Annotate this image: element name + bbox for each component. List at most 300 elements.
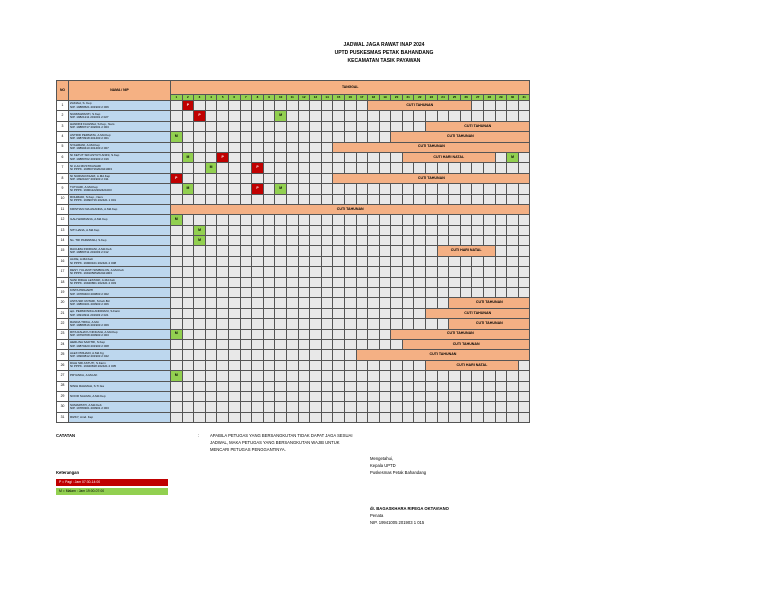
shift-empty (252, 277, 264, 287)
shift-empty (507, 194, 519, 204)
shift-empty (426, 319, 438, 329)
schedule-row (57, 381, 530, 391)
shift-empty (484, 184, 496, 194)
shift-empty (414, 121, 426, 131)
shift-empty (356, 391, 368, 401)
row-number: 24 (57, 339, 69, 349)
shift-empty (171, 256, 183, 266)
shift-empty (217, 142, 229, 152)
staff-nip: NIP. 19880702 201903 2 016 (70, 156, 109, 161)
shift-empty (205, 288, 217, 298)
staff-nip: NI PPPK. 19900101 202421 2 008 (70, 260, 117, 265)
shift-empty (437, 402, 449, 412)
staff-cell (69, 329, 171, 339)
shift-empty (518, 402, 530, 412)
shift-empty (228, 381, 240, 391)
shift-empty (484, 215, 496, 225)
shift-empty (518, 184, 530, 194)
shift-empty (344, 288, 356, 298)
shift-empty (391, 111, 403, 121)
shift-empty (228, 101, 240, 111)
day-header: 8 (252, 95, 264, 101)
shift-empty (252, 101, 264, 111)
shift-empty (472, 194, 484, 204)
shift-empty (182, 298, 194, 308)
schedule-row (57, 225, 530, 235)
shift-empty (321, 288, 333, 298)
shift-empty (333, 236, 345, 246)
shift-empty (171, 163, 183, 173)
shift-empty (263, 246, 275, 256)
leave-block: CUTI TAHUNAN (333, 142, 530, 152)
shift-empty (495, 256, 507, 266)
shift-empty (426, 111, 438, 121)
shift-empty (414, 308, 426, 318)
shift-empty (286, 225, 298, 235)
shift-empty (321, 371, 333, 381)
shift-empty (414, 319, 426, 329)
shift-empty (449, 402, 461, 412)
shift-empty (205, 339, 217, 349)
schedule-row (57, 277, 530, 287)
staff-name: ALFIE, A.Md.Keb (70, 257, 94, 262)
shift-empty (194, 402, 206, 412)
shift-empty (194, 194, 206, 204)
shift-empty (286, 132, 298, 142)
shift-malam: M (182, 152, 194, 162)
shift-empty (484, 225, 496, 235)
shift-malam: M (171, 132, 183, 142)
shift-empty (321, 236, 333, 246)
staff-name: KINTA PRIHARTI (70, 288, 94, 293)
shift-empty (310, 132, 322, 142)
leave-block: CUTI TAHUNAN (426, 121, 530, 131)
shift-empty (194, 319, 206, 329)
day-header: 10 (275, 95, 287, 101)
shift-empty (298, 194, 310, 204)
day-header: 1 (171, 95, 183, 101)
shift-empty (321, 111, 333, 121)
day-header: 3 (194, 95, 206, 101)
shift-empty (495, 236, 507, 246)
shift-empty (518, 101, 530, 111)
day-header: 17 (356, 95, 368, 101)
staff-nip: NI PPPK. 19910505202421003 (70, 270, 112, 275)
staff-cell (69, 381, 171, 391)
shift-malam: M (205, 163, 217, 173)
shift-empty (171, 288, 183, 298)
shift-empty (426, 288, 438, 298)
shift-empty (263, 132, 275, 142)
shift-empty (194, 121, 206, 131)
shift-empty (484, 101, 496, 111)
row-number: 27 (57, 371, 69, 381)
shift-empty (194, 101, 206, 111)
shift-empty (333, 329, 345, 339)
day-header: 23 (426, 95, 438, 101)
shift-empty (507, 412, 519, 422)
shift-empty (426, 163, 438, 173)
staff-nip: NIP. 19880711 201003 2 012 (70, 250, 109, 255)
shift-empty (228, 246, 240, 256)
staff-name: SITI HANA, A.Md.Kep (70, 227, 100, 232)
shift-empty (321, 402, 333, 412)
notes-label: CATATAN (56, 433, 75, 438)
staff-name: SANI RIDAH LESTARI, A.Md.Keb (70, 278, 115, 283)
staff-cell (69, 360, 171, 370)
shift-empty (518, 267, 530, 277)
shift-empty (402, 121, 414, 131)
shift-empty (333, 308, 345, 318)
shift-empty (368, 225, 380, 235)
shift-empty (402, 391, 414, 401)
shift-empty (182, 412, 194, 422)
shift-empty (194, 215, 206, 225)
shift-empty (252, 256, 264, 266)
leave-block: CUTI TAHUNAN (171, 204, 530, 214)
staff-nip: NIP. 19880521 201903 2 006 (70, 104, 109, 109)
leave-block: CUTI TAHUNAN (333, 173, 530, 183)
shift-empty (228, 319, 240, 329)
shift-empty (368, 412, 380, 422)
shift-empty (194, 288, 206, 298)
shift-empty (518, 194, 530, 204)
shift-empty (356, 121, 368, 131)
shift-empty (426, 225, 438, 235)
shift-empty (391, 121, 403, 131)
shift-empty (194, 360, 206, 370)
shift-empty (460, 412, 472, 422)
shift-empty (449, 371, 461, 381)
shift-empty (368, 121, 380, 131)
shift-empty (240, 194, 252, 204)
shift-empty (205, 267, 217, 277)
shift-empty (333, 215, 345, 225)
staff-nip: NIP. 19860101 200903 2 006 (70, 302, 109, 307)
shift-empty (368, 329, 380, 339)
shift-empty (495, 101, 507, 111)
shift-empty (414, 277, 426, 287)
shift-empty (356, 339, 368, 349)
shift-empty (263, 402, 275, 412)
shift-empty (217, 246, 229, 256)
shift-empty (495, 277, 507, 287)
shift-empty (437, 236, 449, 246)
shift-empty (171, 402, 183, 412)
shift-empty (507, 381, 519, 391)
row-number: 13 (57, 225, 69, 235)
schedule-row (57, 391, 530, 401)
shift-empty (228, 371, 240, 381)
staff-cell (69, 256, 171, 266)
shift-empty (344, 184, 356, 194)
shift-empty (205, 194, 217, 204)
shift-empty (472, 163, 484, 173)
shift-empty (182, 391, 194, 401)
shift-empty (240, 246, 252, 256)
shift-empty (205, 142, 217, 152)
shift-empty (310, 288, 322, 298)
shift-empty (356, 215, 368, 225)
shift-empty (484, 111, 496, 121)
row-number: 3 (57, 121, 69, 131)
shift-empty (344, 101, 356, 111)
row-number: 29 (57, 391, 69, 401)
staff-name: RIZKY, Amd. Kep (70, 414, 94, 419)
shift-empty (310, 142, 322, 152)
shift-empty (252, 121, 264, 131)
shift-empty (344, 350, 356, 360)
shift-empty (205, 277, 217, 287)
shift-empty (275, 236, 287, 246)
schedule-row (57, 288, 530, 298)
shift-empty (449, 381, 461, 391)
shift-empty (286, 256, 298, 266)
shift-empty (182, 246, 194, 256)
shift-empty (460, 236, 472, 246)
row-number: 31 (57, 412, 69, 422)
shift-empty (171, 225, 183, 235)
shift-empty (391, 288, 403, 298)
shift-empty (333, 360, 345, 370)
shift-empty (321, 339, 333, 349)
shift-empty (240, 319, 252, 329)
shift-empty (171, 308, 183, 318)
shift-empty (205, 319, 217, 329)
leave-block: CUTI HARI NATAL (437, 246, 495, 256)
shift-empty (205, 391, 217, 401)
shift-empty (356, 381, 368, 391)
shift-empty (402, 277, 414, 287)
shift-empty (217, 391, 229, 401)
shift-empty (518, 236, 530, 246)
shift-empty (194, 184, 206, 194)
shift-empty (182, 215, 194, 225)
shift-empty (275, 152, 287, 162)
shift-empty (333, 267, 345, 277)
shift-empty (205, 132, 217, 142)
notes-line-3: MENCARI PETUGAS PENGGANTINYA. (210, 447, 286, 452)
shift-empty (495, 194, 507, 204)
shift-empty (333, 132, 345, 142)
shift-empty (286, 360, 298, 370)
shift-empty (228, 194, 240, 204)
shift-empty (449, 412, 461, 422)
shift-empty (275, 101, 287, 111)
staff-cell (69, 319, 171, 329)
shift-empty (252, 111, 264, 121)
shift-empty (171, 152, 183, 162)
shift-empty (240, 329, 252, 339)
row-number: 25 (57, 350, 69, 360)
shift-empty (217, 360, 229, 370)
shift-empty (182, 121, 194, 131)
staff-nip: NI PPPK. 19950716202421003 (70, 167, 112, 172)
shift-pagi: P (217, 152, 229, 162)
shift-empty (472, 225, 484, 235)
shift-empty (194, 350, 206, 360)
shift-empty (379, 225, 391, 235)
notes-line-1: APABILA PETUGAS YANG BERSANGKUTAN TIDAK DAPAT JAGA SESUAI (210, 433, 353, 438)
shift-empty (310, 152, 322, 162)
shift-empty (321, 319, 333, 329)
shift-empty (379, 360, 391, 370)
schedule-row (57, 319, 530, 329)
staff-name: ROHMADI, S.Kep., Ners (70, 194, 103, 199)
shift-empty (356, 132, 368, 142)
schedule-row (57, 215, 530, 225)
shift-empty (484, 256, 496, 266)
shift-empty (321, 277, 333, 287)
shift-empty (495, 381, 507, 391)
shift-empty (205, 173, 217, 183)
shift-empty (344, 163, 356, 173)
staff-name: RANDA TRIKA, A.Md. (70, 319, 100, 324)
shift-empty (286, 391, 298, 401)
shift-empty (402, 111, 414, 121)
schedule-row (57, 246, 530, 256)
shift-empty (460, 267, 472, 277)
shift-empty (391, 256, 403, 266)
day-header: 19 (379, 95, 391, 101)
shift-empty (240, 350, 252, 360)
shift-empty (344, 152, 356, 162)
shift-empty (310, 256, 322, 266)
shift-empty (333, 184, 345, 194)
shift-empty (402, 246, 414, 256)
staff-cell (69, 402, 171, 412)
shift-empty (228, 152, 240, 162)
staff-name: NINIH RAHMAH, S.Tr.Ga (70, 383, 104, 388)
staff-name: NI LUH MUSTIKASARI (70, 163, 102, 168)
shift-empty (379, 267, 391, 277)
shift-empty (217, 329, 229, 339)
schedule-row (57, 308, 530, 318)
shift-empty (344, 381, 356, 391)
staff-name: NI NURMAYASARI, A.Md.Kep (70, 174, 111, 179)
signatory-rank: Penata (370, 513, 384, 518)
shift-empty (263, 163, 275, 173)
shift-empty (286, 319, 298, 329)
shift-empty (518, 152, 530, 162)
shift-empty (298, 308, 310, 318)
shift-empty (252, 132, 264, 142)
shift-empty (286, 381, 298, 391)
shift-empty (286, 277, 298, 287)
staff-nip: NI PPPK. 19940801 202421 2 003 (70, 281, 117, 286)
day-header: 11 (286, 95, 298, 101)
shift-empty (484, 412, 496, 422)
shift-empty (182, 339, 194, 349)
shift-empty (379, 412, 391, 422)
shift-empty (344, 256, 356, 266)
shift-empty (205, 101, 217, 111)
leave-block: CUTI HARI NATAL (426, 360, 519, 370)
shift-empty (437, 267, 449, 277)
shift-empty (460, 381, 472, 391)
shift-empty (402, 360, 414, 370)
day-header: 15 (333, 95, 345, 101)
shift-empty (275, 339, 287, 349)
shift-empty (171, 246, 183, 256)
shift-empty (205, 402, 217, 412)
shift-empty (263, 350, 275, 360)
shift-empty (414, 246, 426, 256)
shift-empty (333, 101, 345, 111)
shift-empty (298, 121, 310, 131)
shift-empty (368, 277, 380, 287)
shift-empty (484, 236, 496, 246)
shift-empty (275, 319, 287, 329)
shift-empty (286, 152, 298, 162)
shift-empty (426, 402, 438, 412)
staff-cell (69, 225, 171, 235)
leave-block: CUTI HARI NATAL (402, 152, 495, 162)
shift-empty (182, 132, 194, 142)
shift-empty (171, 236, 183, 246)
shift-malam: M (507, 152, 519, 162)
shift-empty (217, 412, 229, 422)
shift-empty (217, 132, 229, 142)
day-header: 20 (391, 95, 403, 101)
shift-empty (507, 256, 519, 266)
shift-empty (368, 298, 380, 308)
shift-empty (194, 246, 206, 256)
staff-cell (69, 236, 171, 246)
shift-empty (391, 152, 403, 162)
shift-empty (344, 121, 356, 131)
shift-empty (472, 215, 484, 225)
shift-empty (391, 267, 403, 277)
schedule-row (57, 256, 530, 266)
shift-empty (194, 339, 206, 349)
staff-nip: NIP. 19821211 201001 2 027 (70, 115, 109, 120)
shift-empty (402, 298, 414, 308)
shift-empty (402, 163, 414, 173)
shift-empty (182, 142, 194, 152)
shift-empty (321, 329, 333, 339)
shift-empty (414, 360, 426, 370)
shift-empty (426, 194, 438, 204)
shift-empty (333, 319, 345, 329)
shift-empty (286, 142, 298, 152)
shift-empty (286, 267, 298, 277)
shift-pagi: P (182, 101, 194, 111)
staff-nip: NIP. 19890410 201403 2 007 (70, 146, 109, 151)
shift-empty (518, 412, 530, 422)
shift-empty (321, 163, 333, 173)
shift-empty (437, 225, 449, 235)
shift-empty (275, 121, 287, 131)
day-header: 12 (298, 95, 310, 101)
shift-empty (310, 236, 322, 246)
day-header: 18 (368, 95, 380, 101)
staff-nip: NI PPPK. 19940818 202421 2 005 (70, 364, 117, 369)
shift-empty (368, 402, 380, 412)
shift-empty (391, 298, 403, 308)
shift-empty (344, 308, 356, 318)
shift-empty (310, 184, 322, 194)
shift-empty (518, 215, 530, 225)
shift-empty (171, 319, 183, 329)
shift-empty (356, 225, 368, 235)
row-number: 22 (57, 319, 69, 329)
shift-empty (298, 111, 310, 121)
shift-empty (391, 246, 403, 256)
shift-empty (321, 142, 333, 152)
shift-empty (321, 391, 333, 401)
shift-empty (402, 319, 414, 329)
